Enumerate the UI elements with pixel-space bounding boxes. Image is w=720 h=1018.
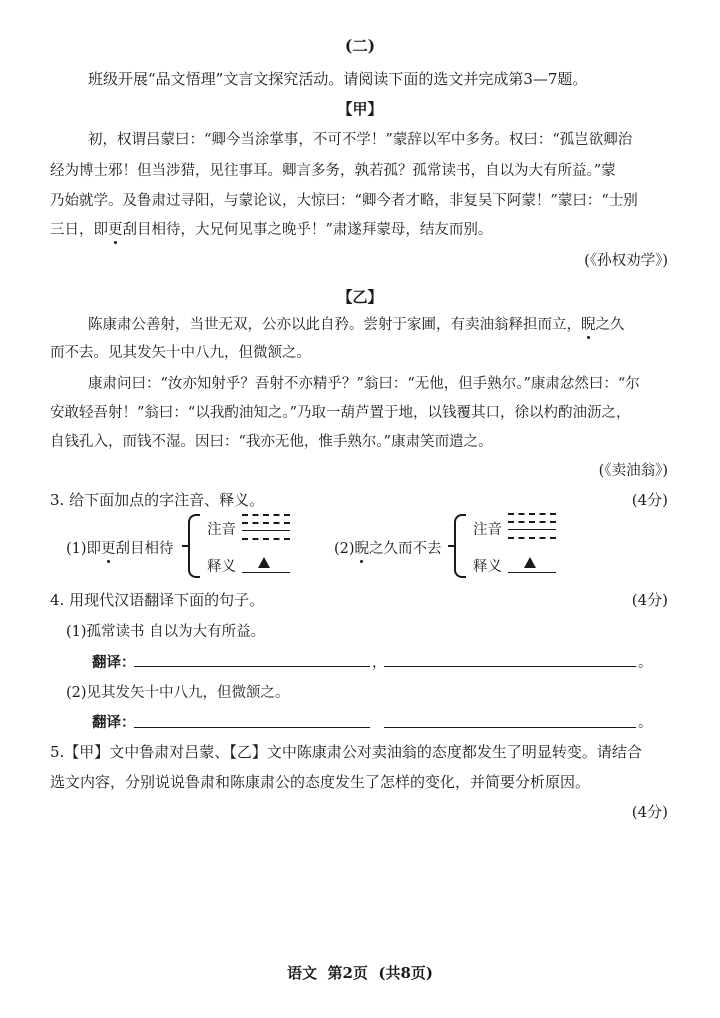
q3-label-meaning: 释义 [473, 559, 502, 575]
question-4-text: 4. 用现代汉语翻译下面的句子。 [50, 591, 265, 609]
q3-item-1: (1)即更刮目相待 [66, 541, 174, 557]
translation-period: 。 [638, 655, 653, 671]
question-5-score: (4分) [631, 803, 668, 821]
pinyin-guide-line [242, 522, 290, 524]
pinyin-guide-line [242, 514, 290, 516]
passage-b-line: 而不去。见其发矢十中八九，但微颔之。 [50, 345, 311, 361]
emphasis-char: 更 [101, 541, 116, 557]
pinyin-guide-line [508, 529, 556, 530]
meaning-answer-blank[interactable] [242, 572, 290, 573]
q4-item-2: (2)见其发矢十中八九，但微颔之。 [66, 685, 290, 701]
question-4-score: (4分) [631, 591, 668, 609]
passage-a-line: 初，权谓吕蒙曰：“卿今当涂掌事，不可不学！”蒙辞以军中多务。权曰：“孤岂欲卿治 [88, 132, 633, 148]
passage-a-line: 乃始就学。及鲁肃过寻阳，与蒙论议，大惊曰：“卿今者才略，非复吴下阿蒙！”蒙曰：“士别 [50, 193, 638, 209]
q3-label-pinyin: 注音 [473, 522, 502, 538]
placeholder-triangle-icon [524, 557, 536, 568]
pinyin-guide-line [242, 530, 290, 531]
question-5-line: 5.【甲】文中鲁肃对吕蒙、【乙】文中陈康肃公对卖油翁的态度都发生了明显转变。请结合 [50, 743, 642, 761]
emphasis-char: 睨 [354, 541, 370, 557]
passage-a-source: (《孙权劝学》) [584, 253, 668, 269]
q3-label-meaning: 释义 [207, 559, 236, 575]
q3-label-pinyin: 注音 [207, 522, 236, 538]
intro-text: 班级开展“品文悟理”文言文探究活动。请阅读下面的选文并完成第3—7题。 [88, 70, 588, 88]
pinyin-guide-line [508, 521, 556, 523]
translate-label: 翻译： [92, 714, 136, 731]
translation-blank[interactable] [134, 666, 370, 667]
pinyin-guide-line [508, 537, 556, 539]
passage-b-line: 陈康肃公善射，当世无双，公亦以此自矜。尝射于家圃，有卖油翁释担而立，睨之久 [88, 317, 625, 333]
question-5-line: 选文内容，分别说说鲁肃和陈康肃公的态度发生了怎样的变化，并简要分析原因。 [50, 773, 591, 791]
meaning-answer-blank[interactable] [508, 572, 556, 573]
passage-b-line: 自钱孔入，而钱不湿。因曰：“我亦无他，惟手熟尔。”康肃笑而遣之。 [50, 434, 493, 450]
passage-a-line: 三日，即更刮目相待，大兄何见事之晚乎！”肃遂拜蒙母，结友而别。 [50, 222, 493, 238]
pinyin-guide-line [242, 538, 290, 540]
question-3-text: 3. 给下面加点的字注音、释义。 [50, 491, 265, 509]
brace-icon [188, 514, 200, 578]
q4-item-1: (1)孤常读书 自以为大有所益。 [66, 624, 266, 640]
section-title: (二) [344, 36, 376, 55]
pinyin-guide-line [508, 513, 556, 515]
brace-icon [454, 514, 466, 578]
translation-comma: ， [372, 655, 387, 671]
translation-period: 。 [638, 715, 653, 731]
question-3-score: (4分) [631, 491, 668, 509]
emphasis-char: 更 [108, 222, 123, 238]
translation-blank[interactable] [134, 727, 370, 728]
translation-blank[interactable] [384, 666, 636, 667]
passage-a-heading: 【甲】 [337, 100, 383, 118]
emphasis-char: 睨 [581, 317, 596, 333]
passage-a-line: 经为博士邪！但当涉猎，见往事耳。卿言多务，孰若孤？孤常读书，自以为大有所益。”蒙 [50, 163, 616, 179]
translation-blank[interactable] [384, 727, 636, 728]
passage-b-line: 康肃问曰：“汝亦知射乎？吾射不亦精乎？”翁曰：“无他，但手熟尔。”康肃忿然曰：“尔 [88, 376, 640, 392]
translate-label: 翻译： [92, 654, 136, 671]
placeholder-triangle-icon [258, 557, 270, 568]
passage-b-source: (《卖油翁》) [598, 463, 668, 479]
passage-b-line: 安敢轻吾射！”翁曰：“以我酌油知之。”乃取一葫芦置于地，以钱覆其口，徐以杓酌油沥之， [50, 405, 631, 421]
passage-b-heading: 【乙】 [337, 288, 383, 306]
q3-item-2: (2)睨之久而不去 [334, 541, 442, 557]
page-footer: 语文 第2页 (共8页) [287, 964, 433, 982]
